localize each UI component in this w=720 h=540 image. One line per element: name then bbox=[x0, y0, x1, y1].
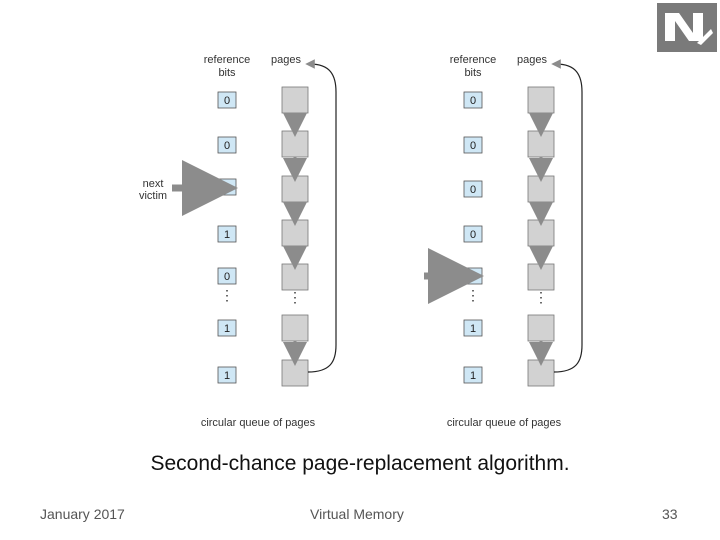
ellipsis-icon: ⋮ bbox=[220, 287, 234, 303]
bit-value: 0 bbox=[469, 140, 477, 152]
right-footer-label: circular queue of pages bbox=[446, 417, 562, 429]
footer-title: Virtual Memory bbox=[310, 506, 404, 522]
right-pages bbox=[528, 64, 582, 386]
university-logo-icon bbox=[657, 3, 717, 52]
bit-value: 0 bbox=[469, 95, 477, 107]
bit-value: 0 bbox=[223, 140, 231, 152]
ellipsis-icon: ⋮ bbox=[534, 289, 548, 305]
bit-value: 1 bbox=[223, 370, 231, 382]
page-box bbox=[528, 360, 554, 386]
page-box bbox=[282, 360, 308, 386]
page-box bbox=[282, 176, 308, 202]
bit-value: 1 bbox=[469, 370, 477, 382]
bit-value: 0 bbox=[223, 271, 231, 283]
page-box bbox=[528, 264, 554, 290]
bit-value: 1 bbox=[223, 229, 231, 241]
bit-value: 0 bbox=[469, 184, 477, 196]
next-victim-pointer bbox=[139, 178, 210, 202]
page-box bbox=[282, 315, 308, 341]
page-box bbox=[528, 176, 554, 202]
page-box bbox=[528, 220, 554, 246]
bit-value: 1 bbox=[223, 323, 231, 335]
slide-caption: Second-chance page-replacement algorithm. bbox=[150, 452, 570, 475]
circular-return-arrow-icon bbox=[308, 64, 336, 372]
pointer-label-next: next bbox=[142, 178, 164, 190]
left-pages bbox=[282, 64, 336, 386]
page-box bbox=[282, 220, 308, 246]
left-header-reference: reference bbox=[203, 54, 251, 66]
right-header-bits: bits bbox=[464, 67, 482, 79]
page-box bbox=[282, 131, 308, 157]
pointer-label-victim: victim bbox=[138, 190, 168, 202]
bit-value: 0 bbox=[469, 229, 477, 241]
bit-value: 1 bbox=[469, 323, 477, 335]
bit-value: 0 bbox=[223, 95, 231, 107]
left-panel bbox=[139, 54, 336, 429]
right-panel bbox=[424, 54, 582, 429]
left-header-pages: pages bbox=[271, 54, 301, 66]
left-header-bits: bits bbox=[218, 67, 236, 79]
left-footer-label: circular queue of pages bbox=[200, 417, 316, 429]
footer-date: January 2017 bbox=[40, 506, 125, 522]
right-bits bbox=[464, 92, 482, 383]
right-header-reference: reference bbox=[449, 54, 497, 66]
page-box bbox=[528, 87, 554, 113]
ellipsis-icon: ⋮ bbox=[466, 287, 480, 303]
right-header-pages: pages bbox=[517, 54, 547, 66]
circular-return-arrow-icon bbox=[554, 64, 582, 372]
page-box bbox=[528, 315, 554, 341]
bit-value: 0 bbox=[469, 271, 477, 283]
left-bits bbox=[218, 92, 236, 383]
footer-page-number: 33 bbox=[662, 506, 678, 522]
page-box bbox=[528, 131, 554, 157]
page-box bbox=[282, 87, 308, 113]
page-box bbox=[282, 264, 308, 290]
bit-value: 1 bbox=[223, 182, 231, 194]
ellipsis-icon: ⋮ bbox=[288, 289, 302, 305]
